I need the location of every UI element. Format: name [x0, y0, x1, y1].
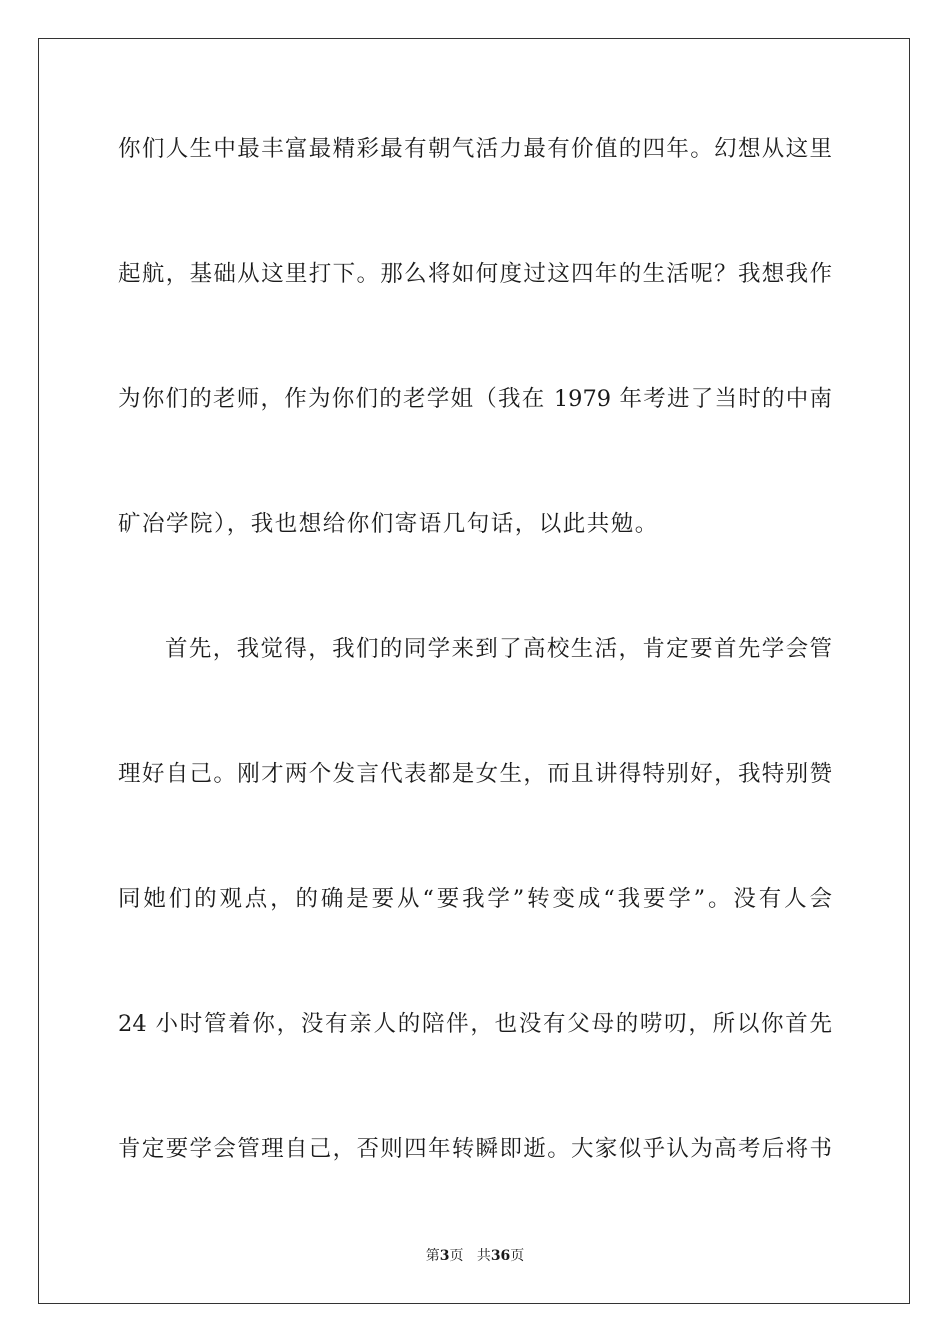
page-border: [38, 38, 910, 1304]
body-text-line-1: 你们人生中最丰富最精彩最有朝气活力最有价值的四年。幻想从这里: [118, 136, 832, 162]
body-text-line-9: 肯定要学会管理自己，否则四年转瞬即逝。大家似乎认为高考后将书: [118, 1136, 832, 1162]
footer-total-prefix: 共: [476, 1248, 491, 1264]
footer-page-suffix: 页: [449, 1248, 464, 1264]
body-text-line-5: 首先，我觉得，我们的同学来到了高校生活，肯定要首先学会管: [165, 636, 832, 662]
body-text-line-6: 理好自己。刚才两个发言代表都是女生，而且讲得特别好，我特别赞: [118, 761, 832, 787]
page-footer: [0, 1246, 950, 1266]
footer-total-pages: 36: [490, 1248, 511, 1264]
footer-total-suffix: 页: [510, 1248, 525, 1264]
body-text-line-3: 为你们的老师，作为你们的老学姐（我在 1979 年考进了当时的中南: [118, 386, 832, 412]
footer-page-number: 3: [439, 1248, 450, 1264]
footer-page-prefix: 第: [425, 1248, 440, 1264]
body-text-line-2: 起航，基础从这里打下。那么将如何度过这四年的生活呢？我想我作: [118, 261, 832, 287]
body-text-line-8: 24 小时管着你，没有亲人的陪伴，也没有父母的唠叨，所以你首先: [118, 1011, 832, 1037]
body-text-line-4: 矿冶学院），我也想给你们寄语几句话，以此共勉。: [118, 511, 659, 537]
body-text-line-7: 同她们的观点，的确是要从“要我学”转变成“我要学”。没有人会: [118, 886, 832, 912]
